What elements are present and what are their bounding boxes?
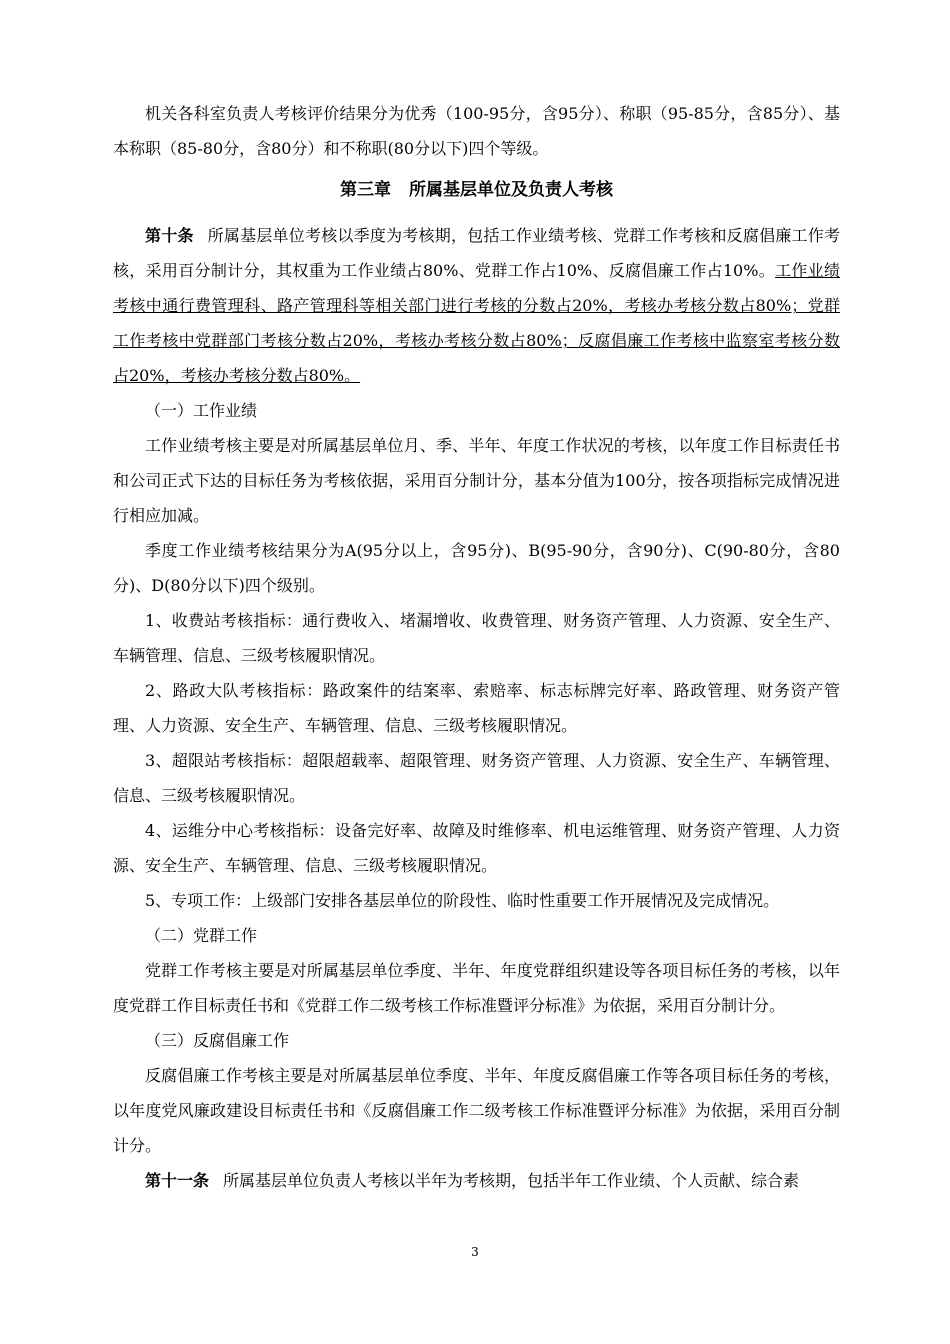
section-1-item-2: 2、路政大队考核指标：路政案件的结案率、索赔率、标志标牌完好率、路政管理、财务资产管理、人力资源、安全生产、车辆管理、信息、三级考核履职情况。 [113, 681, 840, 735]
section-3-paragraph: 反腐倡廉工作考核主要是对所属基层单位季度、半年、年度反腐倡廉工作等各项目标任务的考核，以年度党风廉政建设目标责任书和《反腐倡廉工作二级考核工作标准暨评分标准》为依据，采用百分制计分。 [113, 1066, 840, 1155]
section-1-item-5: 5、专项工作：上级部门安排各基层单位的阶段性、临时性重要工作开展情况及完成情况。 [145, 891, 780, 910]
article-10-head: 第十条 [145, 226, 194, 245]
article-10-text: 所属基层单位考核以季度为考核期，包括工作业绩考核、党群工作考核和反腐倡廉工作考核，采用百分制计分，其权重为工作业绩占80%、党群工作占10%、反腐倡廉工作占10%。 [113, 226, 840, 280]
section-1-item-1: 1、收费站考核指标：通行费收入、堵漏增收、收费管理、财务资产管理、人力资源、安全生产、车辆管理、信息、三级考核履职情况。 [113, 611, 840, 665]
section-1-paragraph-1: 工作业绩考核主要是对所属基层单位月、季、半年、年度工作状况的考核，以年度工作目标责任书和公司正式下达的目标任务为考核依据，采用百分制计分，基本分值为100分，按各项指标完成情况进行相应加减。 [113, 436, 840, 525]
article-11-text: 所属基层单位负责人考核以半年为考核期，包括半年工作业绩、个人贡献、综合素 [223, 1171, 800, 1190]
chapter-number: 第三章 [340, 180, 391, 200]
intro-paragraph: 机关各科室负责人考核评价结果分为优秀（100-95分，含95分）、称职（95-85分，含85分）、基本称职（85-80分，含80分）和不称职(80分以下)四个等级。 [113, 104, 840, 158]
document-page [113, 96, 840, 1198]
section-1-item-4: 4、运维分中心考核指标：设备完好率、故障及时维修率、机电运维管理、财务资产管理、人力资源、安全生产、车辆管理、信息、三级考核履职情况。 [113, 821, 840, 875]
article-10 [113, 218, 840, 393]
article-11-head: 第十一条 [145, 1171, 210, 1190]
page-number: 3 [471, 1245, 479, 1259]
chapter-heading [113, 174, 840, 206]
section-1-paragraph-2: 季度工作业绩考核结果分为A(95分以上，含95分)、B(95-90分，含90分)、C(90-80分，含80分)、D(80分以下)四个级别。 [113, 541, 840, 595]
section-2-paragraph: 党群工作考核主要是对所属基层单位季度、半年、年度党群组织建设等各项目标任务的考核，以年度党群工作目标责任书和《党群工作二级考核工作标准暨评分标准》为依据，采用百分制计分。 [113, 961, 840, 1015]
section-1-item-3: 3、超限站考核指标：超限超载率、超限管理、财务资产管理、人力资源、安全生产、车辆管理、信息、三级考核履职情况。 [113, 751, 840, 805]
article-10-underlined-text: 工作业绩考核中通行费管理科、路产管理科等相关部门进行考核的分数占20%，考核办考核分数占80%；党群工作考核中党群部门考核分数占20%，考核办考核分数占80%；反腐倡廉工作考核中监察室考核分数占20%，考核办考核分数占80%。 [113, 261, 840, 385]
section-1-heading: （一）工作业绩 [145, 401, 258, 420]
chapter-title: 所属基层单位及负责人考核 [409, 180, 613, 200]
section-3-heading: （三）反腐倡廉工作 [145, 1031, 290, 1050]
section-2-heading: （二）党群工作 [145, 926, 258, 945]
article-11 [113, 1163, 840, 1198]
